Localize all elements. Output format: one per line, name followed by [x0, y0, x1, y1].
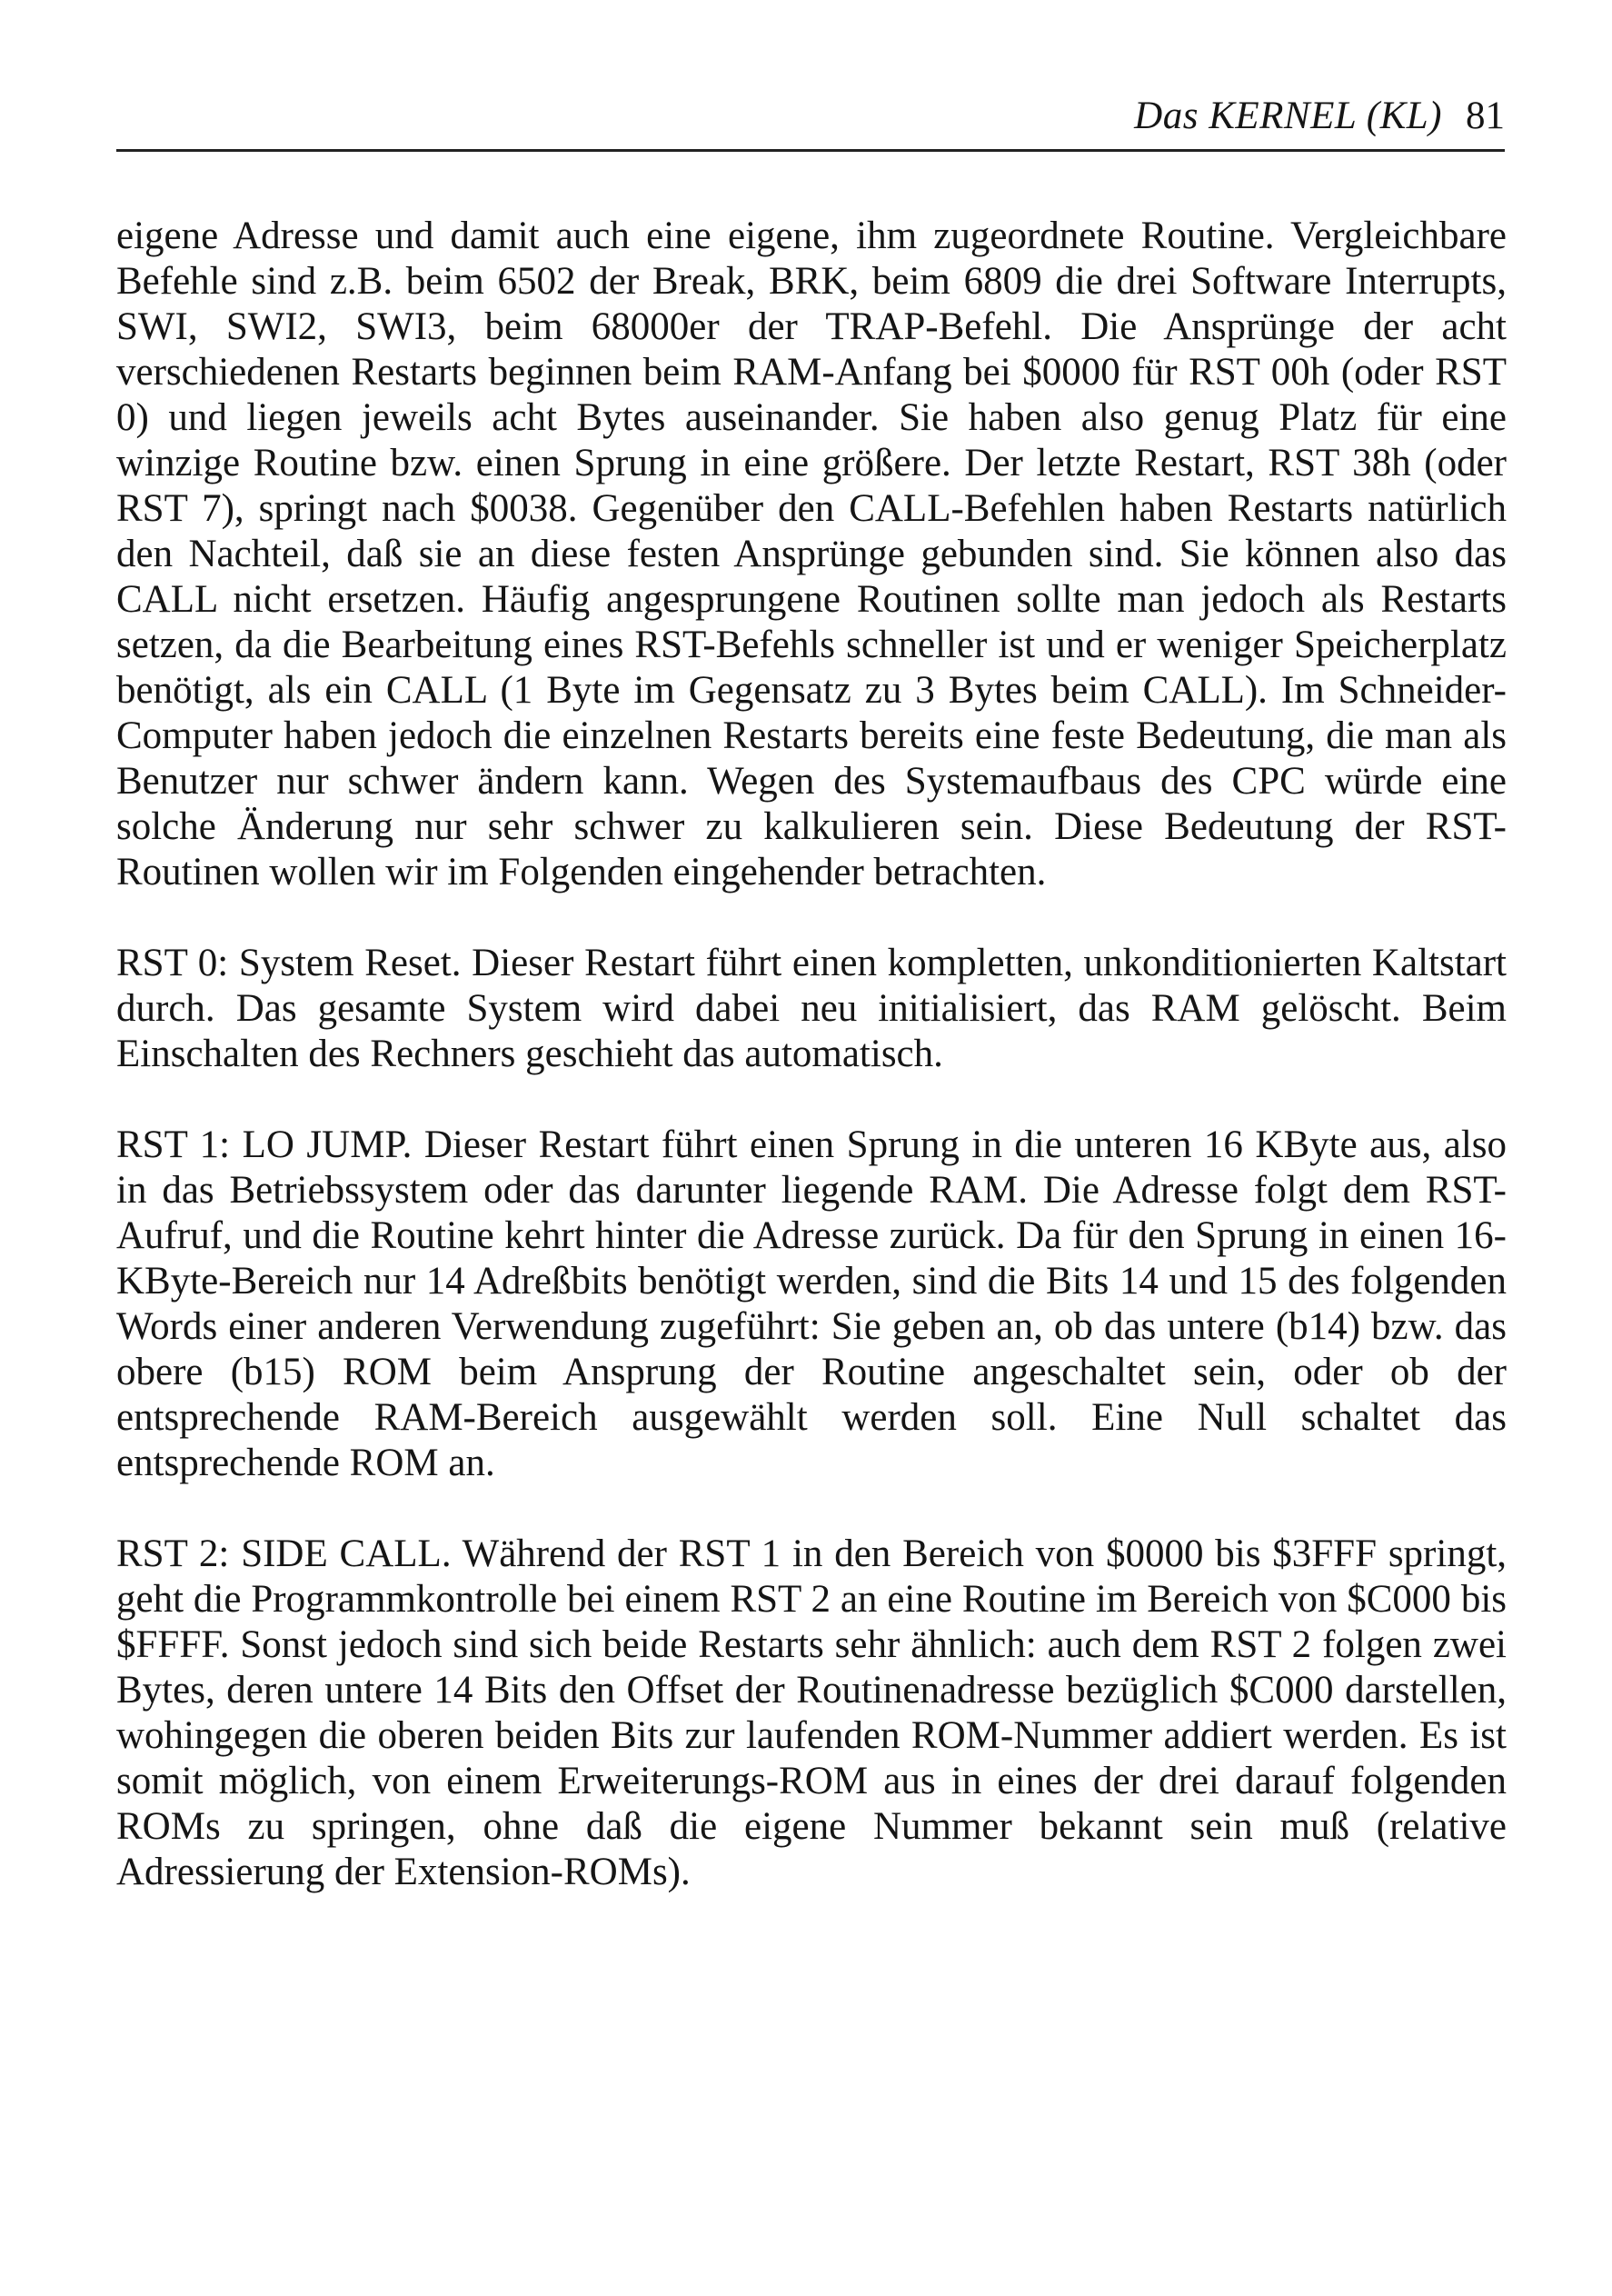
paragraph-rst-0 [116, 941, 1507, 1077]
paragraph-rst-1 [116, 1123, 1507, 1486]
paragraph-rst-2 [116, 1532, 1507, 1895]
paragraph-text: LO JUMP. Dieser Restart führt einen Sprung in die unteren 16 KByte aus, also in das Betriebssystem oder das darunter liegende RAM. Die Adresse folgt dem RST-Aufruf, und die Routine kehrt hinter die Adresse zurück. Da für den Sprung in einen 16-KByte-Bereich nur 14 Adreßbits benötigt werden, sind die Bits 14 und 15 des folgenden Words einer anderen Verwendung zugeführt: Sie geben an, ob das untere (b14) bzw. das obere (b15) ROM beim Ansprung der Routine angeschaltet sein, oder ob der entsprechende RAM-Bereich ausgewählt werden soll. Eine Null schaltet das entsprechende ROM an. [116, 1123, 1508, 1484]
page-number: 81 [1466, 95, 1505, 137]
header-rule [116, 149, 1505, 152]
paragraph-text: SIDE CALL. Während der RST 1 in den Bereich von $0000 bis $3FFF springt, geht die Programmkontrolle bei einem RST 2 an eine Routine im Bereich von $C000 bis $FFFF. Sonst jedoch sind sich beide Restarts sehr ähnlich: auch dem RST 2 folgen zwei Bytes, deren untere 14 Bits den Offset der Routinenadresse bezüglich $C000 darstellen, wohingegen die oberen beiden Bits zur laufenden ROM-Nummer addiert werden. Es ist somit möglich, von einem Erweiterungs-ROM aus in eines der drei darauf folgenden ROMs zu springen, ohne daß die eigene Nummer bekannt sein muß (relative Adressierung der Extension-ROMs). [116, 1532, 1508, 1893]
running-head [1134, 91, 1505, 142]
body-text [116, 214, 1507, 1941]
page-header [116, 91, 1505, 147]
running-title: Das KERNEL (KL) [1134, 95, 1442, 137]
paragraph-intro [116, 214, 1507, 895]
paragraph-lead: RST 0: [116, 942, 229, 984]
paragraph-lead: RST 2: [116, 1532, 230, 1575]
paragraph-lead: RST 1: [116, 1123, 231, 1166]
paragraph-text: System Reset. Dieser Restart führt einen kompletten, unkonditionierten Kaltstart durch. Das gesamte System wird dabei neu initialisiert, das RAM gelöscht. Beim Einschalten des Rechners geschieht das automatisch. [116, 942, 1508, 1075]
paragraph-text: eigene Adresse und damit auch eine eigene, ihm zugeordnete Routine. Vergleichbare Befehle sind z.B. beim 6502 der Break, BRK, beim 6809 die drei Software Interrupts, SWI, SWI2, SWI3, beim 68000er der TRAP-Befehl. Die Ansprünge der acht verschiedenen Restarts beginnen beim RAM-Anfang bei $0000 für RST 00h (oder RST 0) und liegen jeweils acht Bytes auseinander. Sie haben also genug Platz für eine winzige Routine bzw. einen Sprung in eine größere. Der letzte Restart, RST 38h (oder RST 7), springt nach $0038. Gegenüber den CALL-Befehlen haben Restarts natürlich den Nachteil, daß sie an diese festen Ansprünge gebunden sind. Sie können also das CALL nicht ersetzen. Häufig angesprungene Routinen sollte man jedoch als Restarts setzen, da die Bearbeitung eines RST-Befehls schneller ist und er weniger Speicherplatz benötigt, als ein CALL (1 Byte im Gegensatz zu 3 Bytes beim CALL). Im Schneider-Computer haben jedoch die einzelnen Restarts bereits eine feste Bedeutung, die man als Benutzer nur schwer ändern kann. Wegen des Systemaufbaus des CPC würde eine solche Änderung nur sehr schwer zu kalkulieren sein. Diese Bedeutung der RST-Routinen wollen wir im Folgenden eingehender betrachten. [116, 215, 1507, 893]
